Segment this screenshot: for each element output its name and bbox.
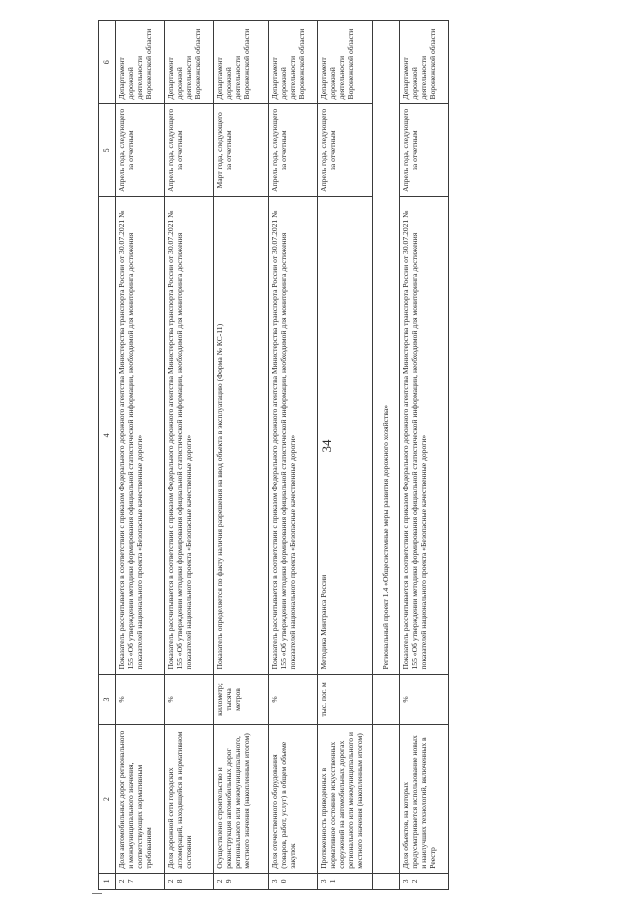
table-header-row [99, 21, 116, 890]
responsible-cell: Департамент дорожной деятельности Воронежской области [214, 21, 269, 104]
indicator-name: Доля отечественного оборудования (товаров, работ, услуг) в общем объеме закупок [269, 725, 318, 873]
empty-cell [373, 674, 400, 725]
deadline-cell: Апрель года, следующего за отчетным [269, 104, 318, 197]
header-cell: 3 [99, 674, 116, 725]
responsible-cell: Департамент дорожной деятельности Воронежской области [165, 21, 214, 104]
table-row [116, 21, 165, 890]
deadline-cell: Апрель года, следующего за отчетным [400, 104, 449, 197]
method-cell: Показатель определяется по факту наличия разрешения на ввод объекта в эксплуатацию (Форма № КС-11) [214, 197, 269, 674]
page-number: 34 [319, 439, 334, 453]
header-cell: 1 [99, 873, 116, 889]
method-cell: Показатель рассчитывается в соответствии с приказом Федерального дорожного агентства Министерства транспорта России от 30.07.2021 № 155 «Об утверждении методики формирования официальной статистической информации, необходимой для мониторинга достижения показателей национального проекта «Безопасные качественные дороги» [269, 197, 318, 674]
method-cell: Методика Минтранса России [318, 197, 373, 674]
row-number: 30 [269, 873, 318, 889]
unit-cell: % [269, 674, 318, 725]
method-cell: Показатель рассчитывается в соответствии с приказом Федерального дорожного агентства Министерства транспорта России от 30.07.2021 № 155 «Об утверждении методики формирования официальной статистической информации, необходимой для мониторинга достижения показателей национального проекта «Безопасные качественные дороги» [116, 197, 165, 674]
section-row [373, 21, 400, 890]
deadline-cell: Апрель года, следующего за отчетным [165, 104, 214, 197]
unit-cell: % [116, 674, 165, 725]
header-cell: 6 [99, 21, 116, 104]
row-number: 31 [318, 873, 373, 889]
row-number: 32 [400, 873, 449, 889]
indicator-name: Протяженность приведенных в нормативное состояние искусственных сооружений на автомобильных дорогах регионального или межмуниципального и местного значения (накопленным итогом) [318, 725, 373, 873]
deadline-cell: Апрель года, следующего за отчетным [116, 104, 165, 197]
table-row [165, 21, 214, 890]
responsible-cell: Департамент дорожной деятельности Воронежской области [269, 21, 318, 104]
row-number: 29 [214, 873, 269, 889]
indicator-name: Доля автомобильных дорог регионального и межмуниципального значения, соответствующих нормативным требованиям [116, 725, 165, 873]
rotated-table-container [98, 20, 618, 890]
row-number: 28 [165, 873, 214, 889]
page-rule [92, 893, 102, 894]
table-row [214, 21, 269, 890]
unit-cell: % [165, 674, 214, 725]
responsible-cell: Департамент дорожной деятельности Воронежской области [116, 21, 165, 104]
method-cell: Показатель рассчитывается в соответствии с приказом Федерального дорожного агентства Министерства транспорта России от 30.07.2021 № 155 «Об утверждении методики формирования официальной статистической информации, необходимой для мониторинга достижения показателей национального проекта «Безопасные качественные дороги» [165, 197, 214, 674]
unit-cell: километр; тысяча метров [214, 674, 269, 725]
header-cell: 4 [99, 197, 116, 674]
table-row [318, 21, 373, 890]
deadline-cell: Март года, следующего за отчетным [214, 104, 269, 197]
header-cell: 5 [99, 104, 116, 197]
table-row [269, 21, 318, 890]
indicator-name: Доля объектов, на которых предусматривается использование новых и наилучших технологий, включенных в Реестр [400, 725, 449, 873]
header-cell: 2 [99, 725, 116, 873]
empty-cell [373, 873, 400, 889]
section-title: Региональный проект 1.4 «Общесистемные меры развития дорожного хозяйства» [373, 21, 400, 675]
unit-cell: % [400, 674, 449, 725]
unit-cell: тыс. пог. м [318, 674, 373, 725]
method-cell: Показатель рассчитывается в соответствии с приказом Федерального дорожного агентства Министерства транспорта России от 30.07.2021 № 155 «Об утверждении методики формирования официальной статистической информации, необходимой для мониторинга достижения показателей национального проекта «Безопасные качественные дороги» [400, 197, 449, 674]
table-row [400, 21, 449, 890]
indicator-name: Доля дорожной сети городских агломераций, находящейся в нормативном состоянии [165, 725, 214, 873]
empty-cell [373, 725, 400, 873]
indicators-table [98, 20, 449, 890]
responsible-cell: Департамент дорожной деятельности Воронежской области [318, 21, 373, 104]
deadline-cell: Апрель года, следующего за отчетным [318, 104, 373, 197]
indicator-name: Осуществлено строительство и реконструкция автомобильных дорог регионального или межмуниципального, местного значения (накопленным итогом) [214, 725, 269, 873]
responsible-cell: Департамент дорожной деятельности Воронежской области [400, 21, 449, 104]
row-number: 27 [116, 873, 165, 889]
